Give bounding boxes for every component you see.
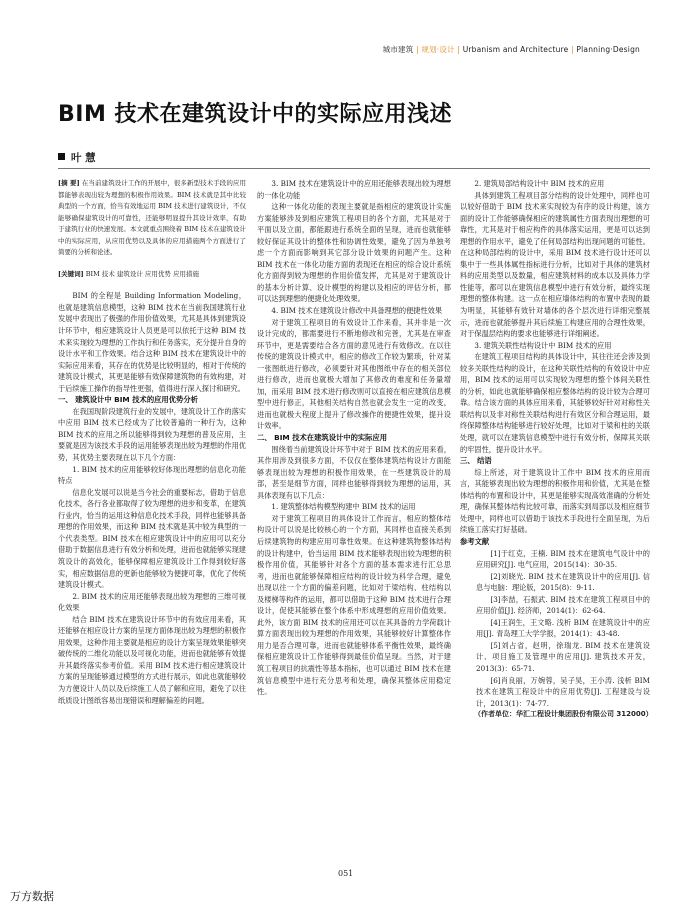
running-head: 城市建筑 | 规划·设计 | Urbanism and Architecture | Planning·Design (382, 45, 640, 54)
reference-item: [5]刘占省，赵明，徐瑞龙. BIM 技术在建筑设计、项目施工及管理中的应用[J]. 建筑技术开发，2013(3)：65-71. (476, 640, 650, 673)
reference-item: [3]李喆，石振武. BIM 技术在建筑工程项目中的应用价值[J]. 经济师，2014(1)：62-64. (476, 594, 650, 616)
abstract-label: [摘 要] (58, 179, 80, 187)
paragraph: 围绕着当前建筑设计环节中对于 BIM 技术的应用来看，其作用涉及到很多方面，不仅仅在整体建筑结构设计方面能够表现出较为理想的积极作用效果，在一些建筑设计的局部，甚至是细节方面，同样也能够得到较为理想的运用，其具体表现有以下几点： (257, 444, 451, 500)
running-head-english: Urbanism and Architecture (462, 45, 569, 54)
paragraph: 在我国现阶段建筑行业的发展中，建筑设计工作的落实中应用 BIM 技术已经成为了比较普遍的一种行为，这种 BIM 技术的应用之所以能够得到较为理想的普及应用，主要就是因为该技术手段的运用能够表现出较为理想的作用优势，其优势主要表现在以下几个方面： (58, 406, 246, 463)
subsection-heading: 4. BIM 技术在建筑设计修改中具备理想的便捷性效果 (271, 306, 443, 316)
keywords (58, 269, 246, 281)
article-title: BIM 技术在建筑设计中的实际应用浅述 (58, 102, 453, 127)
references-list (460, 548, 650, 710)
keywords-label: [关键词] (58, 269, 84, 278)
section-heading: 二、 BIM 技术在建筑设计中的实际应用 (257, 433, 388, 443)
subsection-heading: 1. 建筑整体结构模型构建中 BIM 技术的运用 (271, 502, 416, 512)
keywords-text: BIM 技术 建筑设计 应用优势 应用措施 (85, 269, 199, 278)
abstract-text: 在当前建筑设计工作的开展中，很多新型技术手段的应用都能够表现出较为理想的积极作用效果。BIM 技术就是其中比较典型的一个方面，恰当有效地运用 BIM 技术进行建筑设计，不仅能够确保建筑设计的可靠性，还能够明显提升其设计效率，有助于建筑行业的快速发展。本文就重点围绕着 BIM 技术在建筑设计中的实际应用，从应用优势以及具体的应用措施两个方面进行了简要的分析和论述。 (58, 179, 246, 257)
paragraph: 具体到建筑工程项目部分结构的设计处理中，同样也可以较好借助于 BIM 技术来实现较为有序的设计构建，该方面的设计工作能够确保相应的建筑属性方面表现出理想的可靠性，尤其是对于相应构件的具体落实运用，更是可以达到理想的作用水平，避免了任何局部结构出现问题的可能性。在这种局部结构的设计中，采用 BIM 技术进行设计还可以集中于一些具体属性指标进行分析，比如对于具体的建筑材料的应用类型以及数量，相应建筑材料的成本以及具体力学性能等，都可以在建筑信息模型中进行有效分析，最终实现理想的整体构建。这一点在相应墙体结构的布置中表现的最为明显，其能够有效针对墙体的各个层次进行详细完整展示，进而也就能够提升其后续施工构建应用的合理性效果，对于保温层结构的要求也能够进行详细阐述。 (460, 190, 650, 339)
paragraph: 对于建筑工程项目的有效设计工作来看，其并非是一次设计完成的，都需要进行不断地修改和完善，尤其是在审查环节中，更是需要结合各方面的意见进行有效修改。在以往传统的建筑设计模式中，相应的修改工作较为繁琐，针对某一张图纸进行修改，必须要针对其他图纸中存在的相关部位进行修改，进而也就极大增加了其修改的难度和任务量增加，而采用 BIM 技术进行修改则可以直接在相应建筑信息模型中进行修正，其他相关结构自然也就会发生一定的改变，进而也就极大程度上提升了修改操作的便捷性效果，提升设计效率。 (257, 317, 451, 431)
column-1 (58, 178, 246, 706)
author-name: 叶 慧 (71, 152, 96, 164)
square-bullet-icon (58, 153, 65, 160)
section-heading: 一、 建筑设计中 BIM 技术的应用优势分析 (58, 395, 198, 405)
subsection-heading: 2. 建筑局部结构设计中 BIM 技术的应用 (474, 179, 605, 188)
running-head-english-category: Planning·Design (576, 45, 640, 54)
abstract (58, 178, 246, 259)
subsection-heading: 3. BIM 技术在建筑设计中的应用还能够表现出较为理想的一体化功能 (257, 179, 451, 200)
references-heading: 参考文献 (460, 536, 490, 546)
paragraph: BIM 的全程是 Building Information Modeling，也就是建筑信息模型，这种 BIM 技术在当前我国建筑行业发展中表现出了极强的作用价值效果，尤其是具体到建筑设计环节中，相应建筑设计人员更是可以依托于这种 BIM 技术来实现较为理想的工作执行和任务落实，充分提升自身的设计水平和工作效果。结合这种 BIM 技术在建筑设计中的实际应用来看，其存在的优势是比较明显的，相对于传统的建筑设计模式，其更是能够有效保障建筑物的有效构建，对于后续施工操作的指导性更强，值得进行深入探讨和研究。 (58, 291, 246, 393)
section-heading: 三、 结语 (460, 456, 492, 466)
paragraph: 在建筑工程项目结构的具体设计中，其往往还会涉及到较多关联性结构的设计，在这种关联性结构的有效设计中应用，BIM 技术的运用可以实现较为理想的整个体间关联性的分析，如此也就能够确保相应整体结构的设计较为合理可靠。结合该方面的具体应用来看，其能够较好针对对称性关联结构以及非对称性关联结构进行有效区分和合理运用，最终保障整体结构能够进行较好处理，比如对于梁和柱的关联处理，就可以在建筑信息模型中进行有效分析，保障其关联的牢固性，提升设计水平。 (460, 352, 650, 454)
page-number: 051 (338, 869, 354, 878)
reference-item: [1]于红克，王楠. BIM 技术在建筑电气设计中的应用研究[J]. 电气应用，2015(14)：30-35. (476, 548, 650, 570)
subsection-heading: 2. BIM 技术的应用还能够表现出较为理想的三维可视化效果 (58, 591, 246, 613)
subsection-heading: 3. 建筑关联性结构设计中 BIM 技术的应用 (474, 340, 612, 350)
author-line (58, 150, 96, 165)
title-divider (58, 168, 650, 169)
footer-logo-text: 万方数据 (10, 890, 54, 903)
column-3 (460, 178, 653, 721)
paragraph: 结合 BIM 技术在建筑设计环节中的有效应用来看，其还能够在相应设计方案的呈现方面体现出较为理想的积极作用效果，这种作用主要就是相应的设计方案呈现效果能够突破传统的二维化功能以及可视化功能，进而也就能够有效提升其最终落实参考价值。采用 BIM 技术进行相应建筑设计方案的呈现能够通过模型的方式进行展示，如此也就能够较为方便设计人员以及后续施工人员了解和应用，避免了以往纸质设计图纸容易出现错误和理解偏差的问题。 (58, 614, 246, 705)
subsection-heading: 1. BIM 技术的应用能够较好体现出理想的信息化功能特点 (58, 464, 246, 486)
paragraph: 综上所述，对于建筑设计工作中 BIM 技术的应用而言，其能够表现出较为理想的积极作用和价值，尤其是在整体结构的布置和设计中，其更是能够实现高效准确的分析处理，确保其整体结构比较可靠，而落实到局部以及相应细节处理中，同样也可以借助于该技术手段进行全面呈现，为后续施工落实打好基础。 (460, 467, 650, 535)
paragraph: 信息化发展可以说是当今社会的重要标志，借助于信息化技术，各行各业都取得了较为理想的进步和变革，在建筑行业内，恰当的运用这种信息化技术手段，同样也能够具备理想的作用效果，而这种 BIM 技术就是其中较为典型的一个代表类型。BIM 技术在相应建筑设计中的应用可以充分借助于数据信息进行有效分析和处理，进而也就能够实现建筑设计的高效化，能够保障相应建筑设计工作得到较好落实，相应数据信息的更新也能够较为便捷可靠，优化了传统建筑设计模式。 (58, 487, 246, 590)
reference-item: [2]刘晓光. BIM 技术在建筑设计中的应用[J]. 信息与电脑：理论版，2015(8)：9-11. (476, 571, 650, 593)
reference-item: [6]肖良丽，万婉蓉，吴子昊，王小涛. 浅析 BIM 技术在建筑工程设计中的应用优势[J]. 工程建设与设计，2013(1)：74-77. (476, 675, 650, 708)
running-head-section: 城市建筑 (382, 45, 414, 54)
column-2 (257, 178, 451, 698)
running-head-category: 规划·设计 (421, 45, 455, 54)
paragraph: 对于建筑工程项目的具体设计工作而言，相应的整体结构设计可以说是比较核心的一个方面，其同样也直接关系到后续建筑物的构建应用可靠性效果。在这种建筑物整体结构的设计构建中，恰当运用 BIM 技术能够表现出较为理想的积极作用价值，其能够针对各个方面的基本需求进行汇总思考，进而也就能够保障相应结构的设计较为科学合理，避免出现以往一个方面的偏差问题，比如对于梁结构、柱结构以及楼梯等构件的运用，都可以借助于这种 BIM 技术进行合理设计，促使其能够在整个体系中形成理想的应用价值效果。此外，该方面 BIM 技术的应用还可以在其具备的力学荷载计算方面表现出较为理想的作用效果，其能够较好计算整体作用力是否合理可靠，进而也就能够体系平衡性效果，最终确保相应建筑设计工作能够得到最佳价值呈现。当然，对于建筑工程项目的抗震性等基本指标，也可以通过 BIM 技术在建筑信息模型中进行充分思考和处理，确保其整体应用稳定性。 (257, 513, 451, 697)
reference-item: [4]王润生，王文略. 浅析 BIM 在建筑设计中的应用[J]. 青岛理工大学学报，2014(1)：43-48. (476, 617, 650, 639)
author-affiliation: （作者单位：华汇工程设计集团股份有限公司 312000） (474, 710, 653, 719)
paragraph: 这种一体化功能的表现主要就是指相应的建筑设计实施方案能够涉及到相应建筑工程项目的各个方面，尤其是对于平面以及立面，都能跟进行系统全面的呈现，进而也就能够较好保证其设计的整体性和协调性效果，避免了因为单独考虑一个方面而影响到其它部分设计效果的问题产生。这种 BIM 技术在一体化功能方面的表现还在相应的综合设计系统化方面得到较为理想的作用价值发挥，尤其是对于建筑设计的基本分析计算、设计模型的构建以及相应的评估分析，都可以达到理想的便捷化处理效果。 (257, 202, 451, 304)
